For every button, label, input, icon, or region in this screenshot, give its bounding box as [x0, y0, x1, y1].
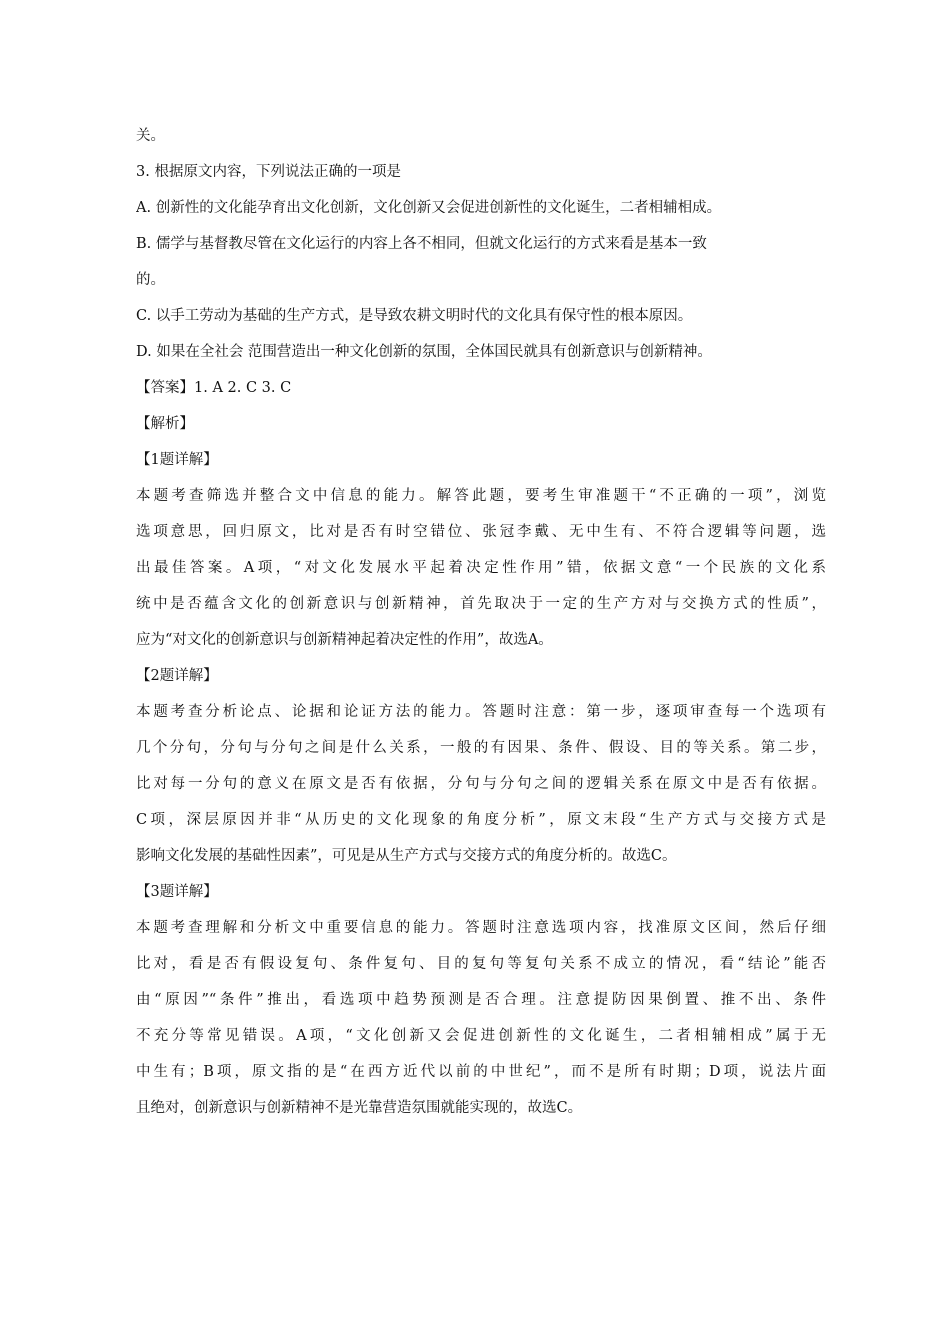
q2-paragraph-line: 影响文化发展的基础性因素”，可见是从生产方式与交接方式的角度分析的。故选C。 — [136, 848, 677, 864]
q3-paragraph-line: 且绝对，创新意识与创新精神不是光靠营造氛围就能实现的，故选C。 — [136, 1100, 583, 1116]
q2-paragraph-line: C项，深层原因并非“从历史的文化现象的角度分析”，原文末段“生产方式与交接方式是 — [136, 812, 826, 828]
q3-paragraph-line: 本题考查理解和分析文中重要信息的能力。答题时注意选项内容，找准原文区间，然后仔细 — [136, 920, 826, 936]
document-page — [136, 118, 826, 1126]
q1-paragraph-line: 出最佳答案。A项，“对文化发展水平起着决定性作用”错，依据文意“一个民族的文化系 — [136, 560, 826, 576]
answer-line: 【答案】1. A 2. C 3. C — [136, 380, 292, 396]
option-c: C. 以手工劳动为基础的生产方式，是导致农耕文明时代的文化具有保守性的根本原因。 — [136, 308, 693, 324]
q1-paragraph-line: 选项意思，回归原文，比对是否有时空错位、张冠李戴、无中生有、不符合逻辑等问题，选 — [136, 524, 826, 540]
option-a: A. 创新性的文化能孕育出文化创新，文化创新又会促进创新性的文化诞生，二者相辅相成。 — [136, 200, 722, 216]
question-3-stem: 3. 根据原文内容，下列说法正确的一项是 — [136, 164, 401, 180]
analysis-heading: 【解析】 — [136, 416, 194, 432]
q2-paragraph-line: 比对每一分句的意义在原文是否有依据，分句与分句之间的逻辑关系在原文中是否有依据。 — [136, 776, 826, 792]
q2-heading: 【2题详解】 — [136, 668, 218, 684]
option-b: B. 儒学与基督教尽管在文化运行的内容上各不相同，但就文化运行的方式来看是基本一致 — [136, 236, 707, 252]
q3-paragraph-line: 由“原因”“条件”推出，看选项中趋势预测是否合理。注意提防因果倒置、推不出、条件 — [136, 992, 826, 1008]
q2-paragraph-line: 本题考查分析论点、论据和论证方法的能力。答题时注意：第一步，逐项审查每一个选项有 — [136, 704, 826, 720]
q1-paragraph-line: 应为“对文化的创新意识与创新精神起着决定性的作用”，故选A。 — [136, 632, 553, 648]
q1-heading: 【1题详解】 — [136, 452, 218, 468]
q3-paragraph-line: 比对，看是否有假设复句、条件复句、目的复句等复句关系不成立的情况，看“结论”能否 — [136, 956, 826, 972]
q3-paragraph-line: 中生有；B项，原文指的是“在西方近代以前的中世纪”，而不是所有时期；D项，说法片面 — [136, 1064, 826, 1080]
text-line-continuation: 关。 — [136, 128, 165, 144]
q3-paragraph-line: 不充分等常见错误。A项，“文化创新又会促进创新性的文化诞生，二者相辅相成”属于无 — [136, 1028, 826, 1044]
q2-paragraph-line: 几个分句，分句与分句之间是什么关系，一般的有因果、条件、假设、目的等关系。第二步， — [136, 740, 826, 756]
q1-paragraph-line: 本题考查筛选并整合文中信息的能力。解答此题，要考生审准题干“不正确的一项”，浏览 — [136, 488, 826, 504]
option-d: D. 如果在全社会 范围营造出一种文化创新的氛围，全体国民就具有创新意识与创新精神。 — [136, 344, 712, 360]
q3-heading: 【3题详解】 — [136, 884, 218, 900]
option-b-continued: 的。 — [136, 272, 165, 288]
q1-paragraph-line: 统中是否蕴含文化的创新意识与创新精神，首先取决于一定的生产方对与交换方式的性质”， — [136, 596, 826, 612]
